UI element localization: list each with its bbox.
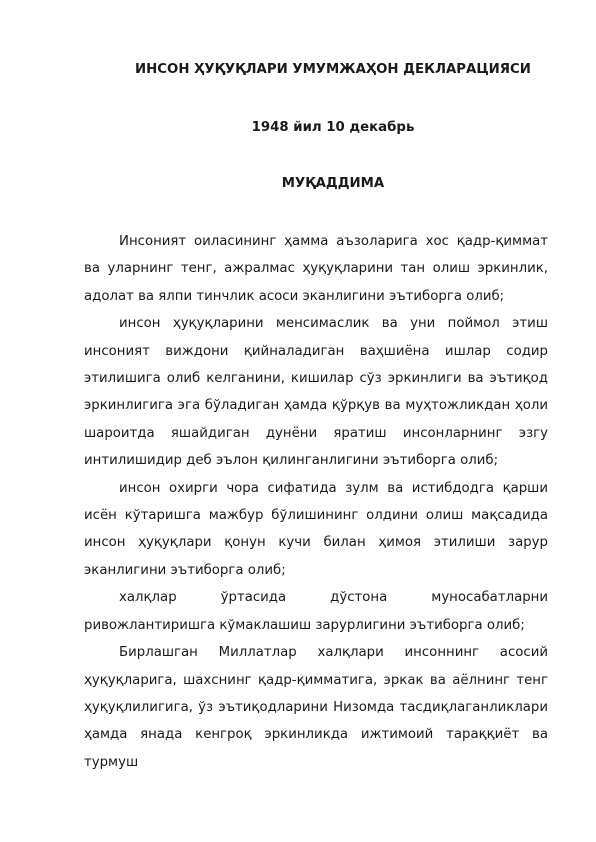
paragraph: халқлар ўртасида дўстона муносабатларни ривожлантиришга кўмаклашиш зарурлигини эътиборга олиб;: [84, 590, 548, 633]
section-heading: МУҚАДДИМА: [281, 176, 385, 191]
paragraph: инсон ҳуқуқларини менсимаслик ва уни поймол этиш инсоният виждони қийналадиган ваҳшиёна ишлар содир этилишига олиб келганини, кишилар сўз эркинлиги ва эътиқод эркинлигига эга бўладиган ҳамда қўрқув ва муҳтожликдан ҳоли шароитда яшайдиган дунёни яратиш инсонларнинг эзгу интилишидир деб эълон қилинганлигини эътиборга олиб;: [84, 316, 548, 469]
paragraph: инсон охирги чора сифатида зулм ва истибдодга қарши исён кўтаришга мажбур бўлишининг олдини олиш мақсадида инсон ҳуқуқлари қонун кучи билан ҳимоя этилиши зарур эканлигини эътиборга олиб;: [84, 480, 548, 578]
paragraph: Бирлашган Миллатлар халқлари инсоннинг асосий ҳуқуқларига, шахснинг қадр-қимматига, эркак ва аёлнинг тенг ҳуқуқлилигига, ўз эътиқодларини Низомда тасдиқлаганликлари ҳамда янада кенгроқ эркинликда ижтимоий тараққиёт ва турмуш: [84, 645, 548, 770]
document-date: 1948 йил 10 декабрь: [251, 120, 415, 135]
document-title: ИНСОН ҲУҚУҚЛАРИ УМУМЖАҲОН ДЕКЛАРАЦИЯСИ: [135, 62, 531, 77]
paragraph: Инсоният оиласининг ҳамма аъзоларига хос қадр-қиммат ва уларнинг тенг, ажралмас ҳуқуқларини тан олиш эркинлик, адолат ва ялпи тинчлик асоси эканлигини эътиборга олиб;: [84, 234, 548, 304]
document-body: [84, 228, 548, 776]
